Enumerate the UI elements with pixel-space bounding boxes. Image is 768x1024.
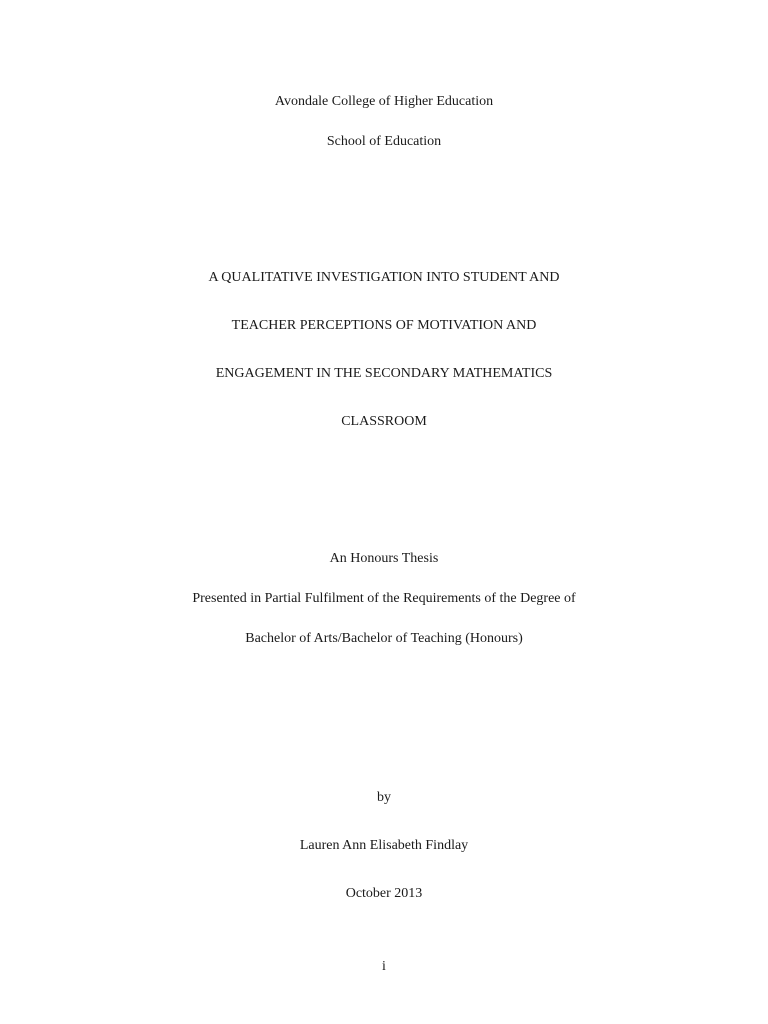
page-number: i	[382, 959, 386, 974]
thesis-title-line-4: CLASSROOM	[341, 414, 427, 429]
thesis-type: An Honours Thesis	[329, 551, 439, 566]
author-name: Lauren Ann Elisabeth Findlay	[299, 838, 469, 853]
school-name: School of Education	[326, 134, 442, 149]
presentation-statement: Presented in Partial Fulfilment of the Requirements of the Degree of	[192, 591, 576, 606]
submission-date: October 2013	[345, 886, 423, 901]
college-name: Avondale College of Higher Education	[274, 94, 494, 109]
degree-name: Bachelor of Arts/Bachelor of Teaching (Honours)	[245, 631, 523, 646]
thesis-title-line-3: ENGAGEMENT IN THE SECONDARY MATHEMATICS	[215, 366, 553, 381]
thesis-title-line-1: A QUALITATIVE INVESTIGATION INTO STUDENT AND	[208, 270, 560, 285]
by-label: by	[377, 790, 391, 805]
thesis-title-line-2: TEACHER PERCEPTIONS OF MOTIVATION AND	[231, 318, 537, 333]
